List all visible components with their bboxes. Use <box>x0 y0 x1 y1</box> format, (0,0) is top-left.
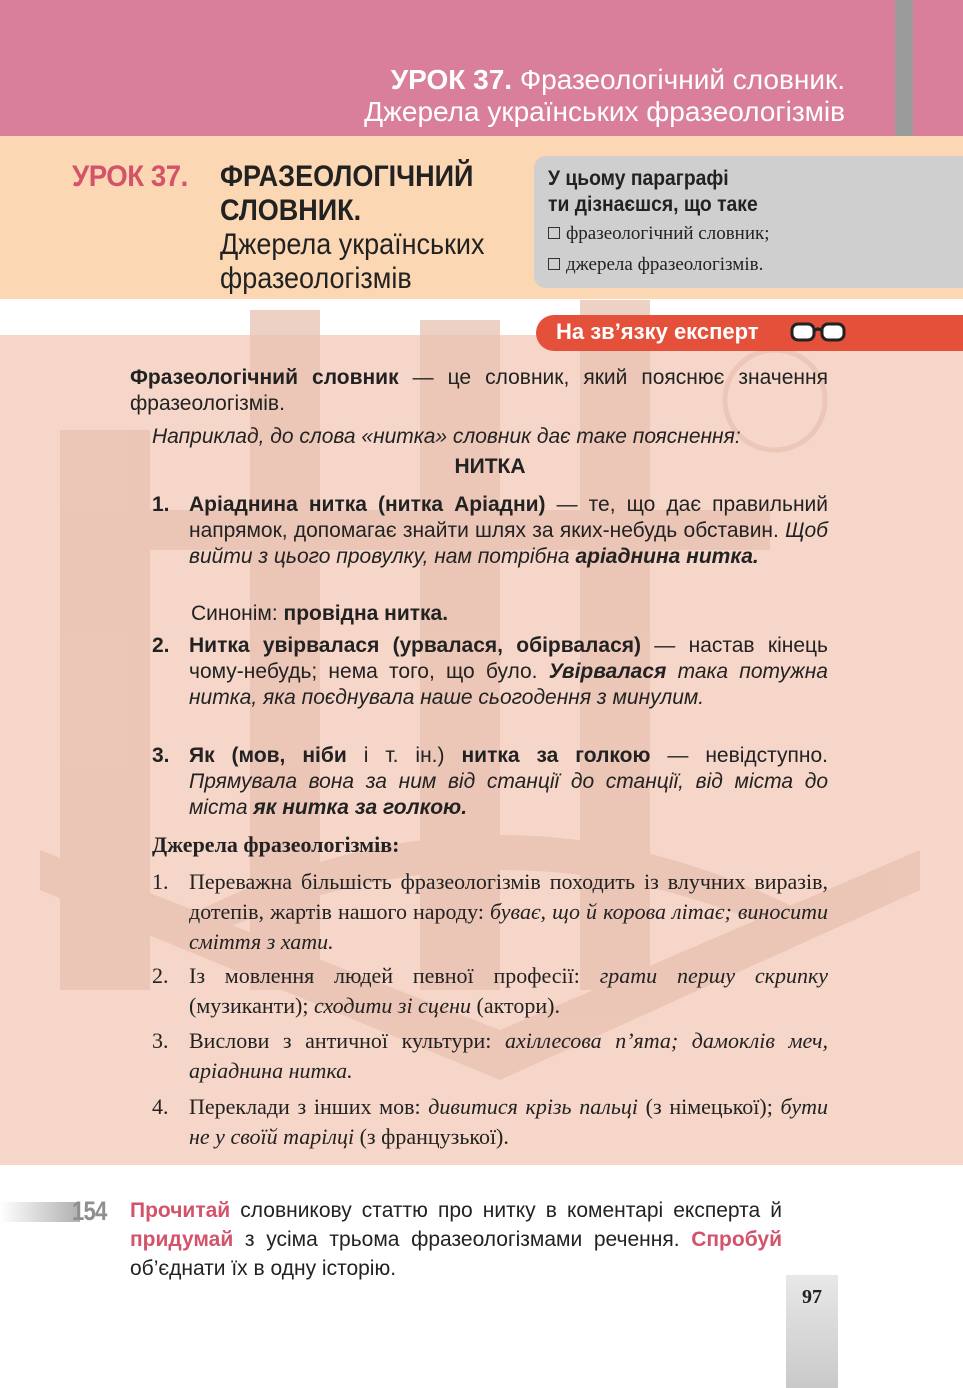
entry-example: така потужна нитка, яка поєднувала наше сьогодення з минулим. <box>189 660 828 709</box>
entry-example-phrase: аріаднина нитка. <box>575 545 759 568</box>
lesson-number: УРОК 37. <box>72 160 188 193</box>
title-bold-line2: СЛОВНИК. <box>220 194 362 227</box>
entry-phrase-part2: нитка за голкою <box>461 744 651 767</box>
task-verb-3: Спробуй <box>691 1228 782 1251</box>
example-intro: Наприклад, до слова «нитка» словник дає таке пояснення: <box>152 425 741 448</box>
checkbox-icon <box>548 258 560 270</box>
source-number: 4. <box>152 1094 169 1119</box>
source-text: Із мовлення людей певної професії: <box>189 963 600 988</box>
entry-phrase: Аріаднина нитка (нитка Аріадни) <box>189 493 546 516</box>
glasses-icon <box>790 321 846 343</box>
task-text-1: словникову статтю про нитку в коментарі експерта й <box>230 1199 782 1222</box>
entry-number: 3. <box>152 744 170 767</box>
running-header <box>85 64 845 128</box>
learn-item-text: джерела фразеологізмів. <box>566 254 764 275</box>
header-title: Фразеологічний словник. <box>519 64 845 95</box>
header-strip <box>895 0 913 136</box>
synonym <box>191 601 448 627</box>
entry-example-phrase: Увірвалася <box>548 660 667 683</box>
entry-example: Прямувала вона за ним від станції до станції, від міста до міста <box>189 770 828 819</box>
source-text: Переважна більшість фразеологізмів походить із влучних виразів, дотепів, жартів нашого народу: <box>189 869 828 924</box>
source-number: 3. <box>152 1028 169 1053</box>
source-text-2: (музиканти); <box>189 993 314 1018</box>
lesson-title <box>220 160 499 296</box>
task-verb-2: придумай <box>130 1228 234 1251</box>
source-text: Вислови з античної культури: <box>189 1028 505 1053</box>
expert-label: На зв’язку експерт <box>556 319 759 344</box>
entry-example-phrase: як нитка за голкою. <box>253 796 468 819</box>
dictionary-entry <box>152 633 828 711</box>
headword: НИТКА <box>454 455 526 478</box>
title-bold-line1: ФРАЗЕОЛОГІЧНИЙ <box>220 160 474 193</box>
task-text-3: об’єднати їх в одну історію. <box>130 1257 397 1280</box>
synonym-label: Синонім: <box>191 602 284 625</box>
source-item <box>152 961 828 1021</box>
synonym-value: провідна нитка. <box>283 602 449 625</box>
definition-term: Фразеологічний словник <box>130 366 399 389</box>
source-text-2: (з німецької); <box>637 1094 781 1119</box>
source-number: 2. <box>152 963 169 988</box>
definition <box>130 365 828 417</box>
entry-phrase-mid: і т. ін.) <box>346 744 462 767</box>
source-number: 1. <box>152 869 169 894</box>
learn-box <box>534 156 963 288</box>
dictionary-entry <box>152 492 828 570</box>
source-item <box>152 867 828 957</box>
source-text: Переклади з інших мов: <box>189 1094 429 1119</box>
sources-title: Джерела фразеологізмів: <box>152 832 400 857</box>
title-line4: фразеологізмів <box>220 262 412 295</box>
learn-item-text: фразеологічний словник; <box>566 223 770 244</box>
task-text <box>130 1196 782 1283</box>
task-verb-1: Прочитай <box>130 1199 231 1222</box>
source-example: дивитися крізь пальці <box>428 1094 638 1119</box>
page-number: 97 <box>802 1286 822 1308</box>
header-subtitle: Джерела українських фразеологізмів <box>364 96 845 127</box>
entry-meaning: — настав кінець чому-небудь; нема того, що було. <box>189 634 828 683</box>
dictionary-entry <box>152 743 828 821</box>
entry-phrase: Нитка увірвалася (урвалася, обірвалася) <box>189 634 641 657</box>
entry-number: 1. <box>152 493 170 516</box>
entry-meaning: — невідступно. <box>650 744 829 767</box>
source-text-3: (з французької). <box>354 1124 509 1149</box>
entry-meaning: — те, що дає правильний напрямок, допомагає знайти шлях за яких-небудь обставин. <box>189 493 828 542</box>
source-example: буває, що й корова літає; виносити сміття з хати. <box>189 899 829 954</box>
entry-number: 2. <box>152 634 170 657</box>
title-line3: Джерела українських <box>220 228 485 261</box>
task-text-2: з усіма трьома фразеологізмами речення. <box>233 1228 692 1251</box>
learn-item <box>548 218 963 249</box>
definition-text: — це словник, який пояснює значення фразеологізмів. <box>130 366 828 415</box>
task-bar <box>0 1202 80 1222</box>
source-example: ахіллесова п’ята; дамоклів меч, аріаднина нитка. <box>189 1028 828 1083</box>
source-item <box>152 1026 828 1086</box>
source-example-2: бути не у своїй тарілці <box>189 1094 828 1149</box>
checkbox-icon <box>548 227 560 239</box>
header-lesson: УРОК 37. <box>390 64 513 95</box>
source-item <box>152 1092 828 1152</box>
entry-phrase-part1: Як (мов, ніби <box>189 744 347 767</box>
learn-title-1: У цьому параграфі <box>548 167 729 190</box>
source-example-2: сходити зі сцени <box>313 993 472 1018</box>
source-example: грати першу скрипку <box>599 963 829 988</box>
learn-title-2: ти дізнаєшся, що таке <box>548 193 758 216</box>
task-number: 154 <box>72 1196 107 1226</box>
source-text-3: (актори). <box>471 993 560 1018</box>
entry-example: Щоб вийти з цього провулку, нам потрібна <box>189 519 828 568</box>
learn-item <box>548 249 963 280</box>
